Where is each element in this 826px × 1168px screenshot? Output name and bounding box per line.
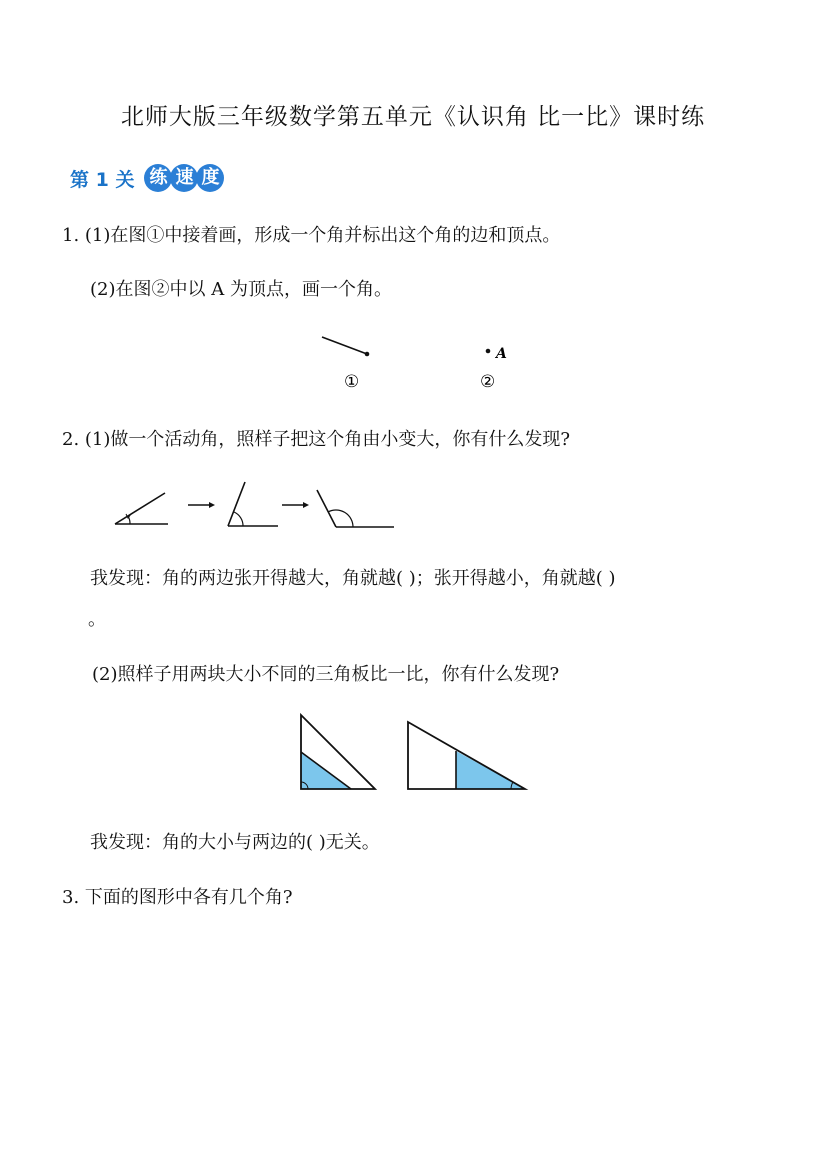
- angle-3-side: [317, 490, 336, 527]
- badge-char: 度: [196, 164, 224, 192]
- point-a: [486, 349, 491, 354]
- level-label: 第 1 关: [70, 168, 135, 191]
- badge-char: 练: [144, 164, 172, 192]
- finding-1: 我发现：角的两边张开得越大，角就越( )；张开得越小，角就越( ): [90, 568, 616, 589]
- finding-1-end: 。: [88, 609, 106, 630]
- ray-segment: [322, 337, 367, 354]
- figure-2-label: ②: [480, 372, 496, 392]
- level-header: [70, 163, 222, 193]
- question-3: 3. 下面的图形中各有几个角?: [62, 887, 293, 908]
- point-a-label: A: [496, 346, 507, 362]
- badge-char: 速: [170, 164, 198, 192]
- angle-2-arc: [234, 512, 243, 526]
- page-title: 北师大版三年级数学第五单元《认识角 比一比》课时练: [120, 104, 706, 130]
- angle-sequence-figure: [110, 475, 410, 535]
- question-2-part-2: (2)照样子用两块大小不同的三角板比一比，你有什么发现?: [92, 664, 560, 685]
- transition-arrow-head: [303, 502, 309, 508]
- triangle-comparison-figure: [295, 710, 535, 800]
- finding-2: 我发现：角的大小与两边的( )无关。: [90, 832, 380, 853]
- question-1-figures: [310, 325, 530, 395]
- question-1-part-1: 1. (1)在图①中接着画，形成一个角并标出这个角的边和顶点。: [62, 225, 561, 246]
- question-2-part-1: 2. (1)做一个活动角，照样子把这个角由小变大，你有什么发现?: [62, 429, 571, 450]
- angle-1-side: [115, 493, 165, 524]
- question-1-part-2: (2)在图②中以 A 为顶点，画一个角。: [90, 279, 392, 300]
- angle-2-side: [228, 482, 245, 526]
- figure-1-label: ①: [344, 372, 360, 392]
- ray-endpoint: [365, 352, 370, 357]
- speed-practice-badge: [144, 164, 222, 192]
- transition-arrow-head: [209, 502, 215, 508]
